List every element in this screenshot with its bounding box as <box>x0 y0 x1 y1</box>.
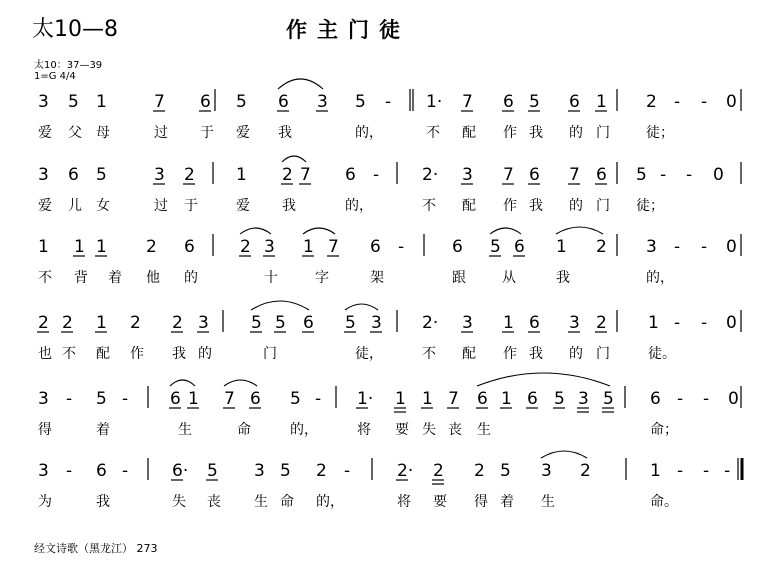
lyric: 我 <box>529 198 543 214</box>
lyric: 我 <box>529 125 543 141</box>
note: 3 <box>198 313 209 333</box>
lyric: 爱 <box>38 198 52 214</box>
note: 3 <box>38 389 49 409</box>
lyric: 于 <box>200 125 214 141</box>
note: 1 <box>96 92 107 112</box>
note: 2 <box>596 313 607 333</box>
note: 5 <box>345 313 356 333</box>
note: 5 <box>236 92 247 112</box>
note: 2· <box>422 165 439 185</box>
lyric: 命 <box>237 422 251 438</box>
note: 2 <box>240 237 251 257</box>
note: 2 <box>433 461 444 481</box>
slur <box>251 301 309 310</box>
lyric: 徒； <box>636 198 664 214</box>
note: 7 <box>448 389 459 409</box>
lyric: 着 <box>108 270 122 286</box>
note: 6 <box>527 389 538 409</box>
note: 0 <box>726 237 737 257</box>
lyric: 生 <box>477 422 491 438</box>
lyric: 爱 <box>38 125 52 141</box>
note: 6 <box>477 389 488 409</box>
note: 6 <box>303 313 314 333</box>
lyric: 我 <box>278 125 292 141</box>
note: 3 <box>38 461 49 481</box>
note: 0 <box>728 389 739 409</box>
slur <box>303 228 335 234</box>
note: 3 <box>264 237 275 257</box>
lyric: 我 <box>282 198 296 214</box>
lyric: 女 <box>96 198 110 214</box>
note: 5 <box>355 92 366 112</box>
note: 2· <box>397 461 414 481</box>
note: 1 <box>38 237 49 257</box>
dash-extension: - <box>674 92 681 112</box>
note: 1· <box>426 92 443 112</box>
note: 2 <box>646 92 657 112</box>
lyric: 的 <box>569 125 583 141</box>
dash-extension: - <box>315 389 322 409</box>
dash-extension: - <box>677 389 684 409</box>
note: 5 <box>275 313 286 333</box>
dash-extension: - <box>66 461 73 481</box>
lyric: 儿 <box>68 198 82 214</box>
lyric: 跟 <box>452 270 466 286</box>
lyric: 将 <box>397 494 411 510</box>
note: 7 <box>569 165 580 185</box>
lyric: 我 <box>529 346 543 362</box>
note: 5 <box>96 165 107 185</box>
lyric: 将 <box>357 422 371 438</box>
lyric: 于 <box>184 198 198 214</box>
lyric: 命。 <box>650 494 678 510</box>
lyric: 丧 <box>448 422 462 438</box>
lyric: 字 <box>315 270 329 286</box>
note: 7 <box>328 237 339 257</box>
lyric: 生 <box>541 494 555 510</box>
slur <box>556 227 603 234</box>
dash-extension: - <box>701 92 708 112</box>
lyric: 门 <box>596 346 610 362</box>
note: 5 <box>207 461 218 481</box>
lyric: 过 <box>154 198 168 214</box>
lyric: 徒。 <box>648 346 676 362</box>
note: 6 <box>452 237 463 257</box>
lyric: 配 <box>462 346 476 362</box>
note: 3 <box>38 92 49 112</box>
note: 1 <box>96 237 107 257</box>
note: 1 <box>236 165 247 185</box>
note: 3 <box>646 237 657 257</box>
note: 2 <box>316 461 327 481</box>
note: 5 <box>603 389 614 409</box>
note: 2 <box>146 237 157 257</box>
note: 6 <box>345 165 356 185</box>
lyric: 生 <box>254 494 268 510</box>
lyric: 配 <box>96 346 110 362</box>
note: 7 <box>462 92 473 112</box>
lyric: 命； <box>650 422 678 438</box>
note: 2 <box>474 461 485 481</box>
lyric: 作 <box>503 346 517 362</box>
slur <box>477 373 610 386</box>
note: 3 <box>317 92 328 112</box>
dash-extension: - <box>703 461 710 481</box>
note: 2 <box>130 313 141 333</box>
lyric: 门 <box>596 125 610 141</box>
note: 6 <box>596 165 607 185</box>
lyric: 爱 <box>236 198 250 214</box>
lyric: 门 <box>263 346 277 362</box>
note: 6 <box>650 389 661 409</box>
note: 1 <box>395 389 406 409</box>
note: 1 <box>422 389 433 409</box>
note: 1 <box>650 461 661 481</box>
lyric: 我 <box>172 346 186 362</box>
note: 1 <box>74 237 85 257</box>
note: 2 <box>62 313 73 333</box>
note: 1 <box>556 237 567 257</box>
key-signature: 1=G 4/4 <box>34 71 76 82</box>
slur <box>278 79 323 89</box>
note: 6 <box>503 92 514 112</box>
note: 2 <box>172 313 183 333</box>
note: 6 <box>370 237 381 257</box>
note: 1 <box>503 313 514 333</box>
lyric: 着 <box>96 422 110 438</box>
note: 3 <box>154 165 165 185</box>
lyric: 的 <box>569 198 583 214</box>
note: 6 <box>184 237 195 257</box>
note: 3 <box>371 313 382 333</box>
slur <box>345 304 378 310</box>
lyric: 作 <box>503 125 517 141</box>
slur <box>490 228 521 234</box>
note: 0 <box>713 165 724 185</box>
note: 6 <box>569 92 580 112</box>
note: 5 <box>290 389 301 409</box>
note: 7 <box>154 92 165 112</box>
note: 3 <box>569 313 580 333</box>
lyric: 爱 <box>236 125 250 141</box>
slur <box>282 156 306 162</box>
reference-text: 太10：37—39 <box>34 60 103 71</box>
note: 3 <box>578 389 589 409</box>
dash-extension: - <box>686 165 693 185</box>
note: 6 <box>200 92 211 112</box>
lyric: 的 <box>184 270 198 286</box>
note: 5 <box>68 92 79 112</box>
note: 6 <box>96 461 107 481</box>
lyric: 不 <box>422 346 436 362</box>
lyric: 过 <box>154 125 168 141</box>
lyric: 的， <box>355 125 383 141</box>
lyric: 架 <box>370 270 384 286</box>
note: 2 <box>580 461 591 481</box>
slur <box>170 380 195 386</box>
note: 0 <box>726 313 737 333</box>
note: 1 <box>188 389 199 409</box>
lyric: 的， <box>345 198 373 214</box>
hymn-title: 作主门徒 <box>286 18 410 42</box>
note: 6 <box>514 237 525 257</box>
note: 1· <box>357 389 374 409</box>
lyric: 背 <box>74 270 88 286</box>
note: 2 <box>282 165 293 185</box>
lyric: 失 <box>422 422 436 438</box>
dash-extension: - <box>674 237 681 257</box>
note: 5 <box>500 461 511 481</box>
dash-extension: - <box>660 165 667 185</box>
dash-extension: - <box>344 461 351 481</box>
dash-extension: - <box>677 461 684 481</box>
lyric: 从 <box>502 270 516 286</box>
note: 5 <box>490 237 501 257</box>
lyric: 的， <box>646 270 674 286</box>
lyric: 要 <box>395 422 409 438</box>
note: 1 <box>596 92 607 112</box>
note: 2 <box>38 313 49 333</box>
lyric: 不 <box>62 346 76 362</box>
note: 2· <box>422 313 439 333</box>
lyric: 徒； <box>646 125 674 141</box>
lyric: 徒， <box>355 346 383 362</box>
note: 6 <box>278 92 289 112</box>
note: 0 <box>726 92 737 112</box>
note: 6 <box>529 165 540 185</box>
lyric: 失 <box>172 494 186 510</box>
note: 5 <box>636 165 647 185</box>
note: 5 <box>96 389 107 409</box>
note: 3 <box>462 165 473 185</box>
lyric: 我 <box>556 270 570 286</box>
dash-extension: - <box>701 313 708 333</box>
lyric: 不 <box>38 270 52 286</box>
lyric: 的， <box>316 494 344 510</box>
dash-extension: - <box>122 389 129 409</box>
note: 2 <box>596 237 607 257</box>
note: 5 <box>251 313 262 333</box>
note: 2 <box>184 165 195 185</box>
dash-extension: - <box>385 92 392 112</box>
note: 7 <box>503 165 514 185</box>
dash-extension: - <box>703 389 710 409</box>
lyric: 的 <box>569 346 583 362</box>
lyric: 得 <box>474 494 488 510</box>
lyric: 生 <box>178 422 192 438</box>
dash-extension: - <box>674 313 681 333</box>
note: 5 <box>554 389 565 409</box>
lyric: 父 <box>68 125 82 141</box>
source-footer: 经文诗歌（黑龙江） 273 <box>34 542 158 555</box>
note: 6· <box>172 461 189 481</box>
slur <box>541 451 587 458</box>
dash-extension: - <box>724 461 731 481</box>
note: 6 <box>170 389 181 409</box>
dash-extension: - <box>373 165 380 185</box>
lyric: 他 <box>146 270 160 286</box>
dash-extension: - <box>122 461 129 481</box>
slur <box>240 228 271 234</box>
lyric: 要 <box>433 494 447 510</box>
note: 1 <box>303 237 314 257</box>
lyric: 为 <box>38 494 52 510</box>
lyric: 我 <box>96 494 110 510</box>
note: 1 <box>648 313 659 333</box>
lyric: 十 <box>264 270 278 286</box>
lyric: 也 <box>38 346 52 362</box>
note: 1 <box>96 313 107 333</box>
note: 1 <box>501 389 512 409</box>
lyric: 命 <box>280 494 294 510</box>
note: 6 <box>529 313 540 333</box>
lyric: 得 <box>38 422 52 438</box>
lyric: 母 <box>96 125 110 141</box>
lyric: 丧 <box>207 494 221 510</box>
lyric: 着 <box>500 494 514 510</box>
dash-extension: - <box>398 237 405 257</box>
note: 6 <box>68 165 79 185</box>
lyric: 作 <box>130 346 144 362</box>
hymn-code: 太10—8 <box>32 17 118 42</box>
lyric: 不 <box>426 125 440 141</box>
lyric: 配 <box>462 198 476 214</box>
slur <box>224 380 257 386</box>
note: 5 <box>280 461 291 481</box>
dash-extension: - <box>66 389 73 409</box>
dash-extension: - <box>701 237 708 257</box>
note: 3 <box>38 165 49 185</box>
note: 6 <box>250 389 261 409</box>
note: 3 <box>254 461 265 481</box>
note: 7 <box>300 165 311 185</box>
note: 5 <box>529 92 540 112</box>
lyric: 的， <box>290 422 318 438</box>
lyric: 不 <box>422 198 436 214</box>
lyric: 的 <box>198 346 212 362</box>
lyric: 作 <box>503 198 517 214</box>
note: 3 <box>462 313 473 333</box>
note: 7 <box>224 389 235 409</box>
lyric: 门 <box>596 198 610 214</box>
lyric: 配 <box>462 125 476 141</box>
note: 3 <box>541 461 552 481</box>
